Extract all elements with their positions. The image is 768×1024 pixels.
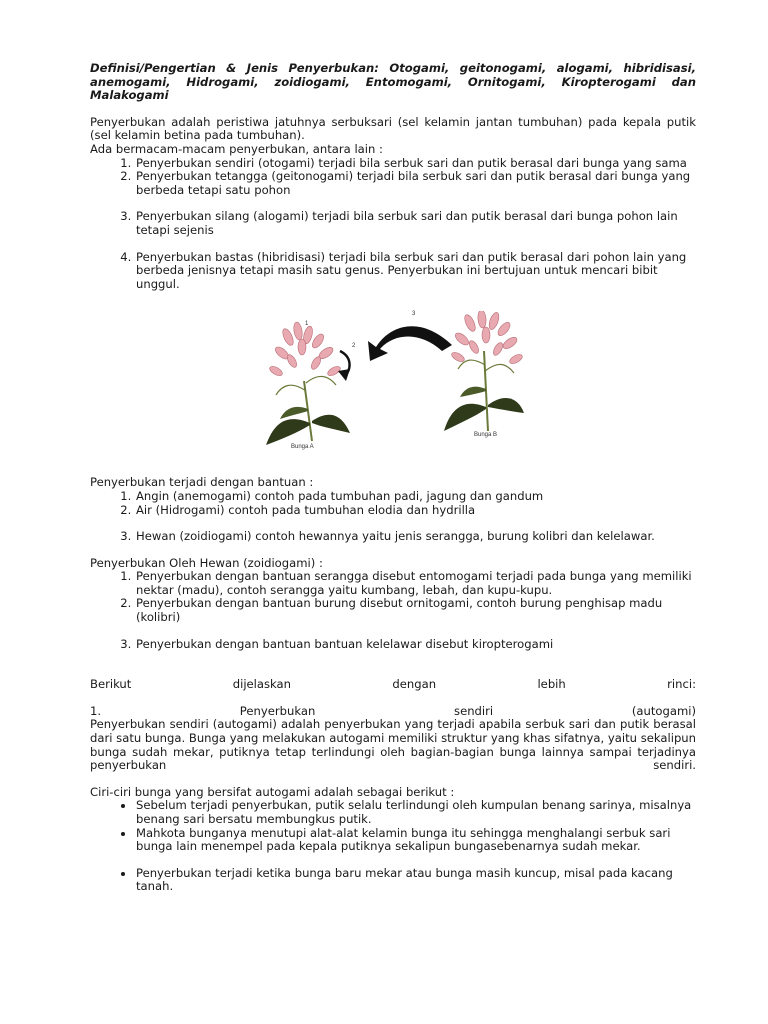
ciri-heading: Ciri-ciri bunga yang bersifat autogami adalah sebagai berikut :	[90, 784, 455, 799]
marker-3: 3	[412, 311, 416, 318]
document-title: Definisi/Pengertian & Jenis Penyerbukan: Otogami, geitonogami, alogami, hibridisasi, anemogami, Hidrogami, zoidiogami, Entomogami, Ornitogami, Kiropterogami dan Malakogami	[90, 61, 696, 103]
list-item: 2. Penyerbukan tetangga (geitonogami) terjadi bila serbuk sari dan putik berasal dari bunga yang berbeda tetapi satu pohon	[135, 170, 696, 197]
animals-heading: Penyerbukan Oleh Hewan (zoidiogami) :	[90, 555, 323, 570]
detail-number-heading: 1. Penyerbukan sendiri (autogami)	[90, 703, 696, 718]
intro-paragraph: Penyerbukan adalah peristiwa jatuhnya serbuksari (sel kelamin jantan tumbuhan) pada kepala putik (sel kelamin betina pada tumbuhan).	[90, 114, 696, 143]
detail-lead: Berikut dijelaskan dengan lebih rinci:	[90, 677, 696, 692]
marker-2: 2	[352, 343, 356, 350]
list-item: 1. Penyerbukan dengan bantuan serangga disebut entomogami terjadi pada bunga yang memiliki nektar (madu), contoh serangga yaitu kumbang, lebah, dan kupu-kupu.	[135, 570, 696, 597]
list-item: • Penyerbukan terjadi ketika bunga baru mekar atau bunga masih kuncup, misal pada kacang tanah.	[135, 867, 696, 894]
list-item: 2. Penyerbukan dengan bantuan burung disebut ornitogami, contoh burung penghisap madu (kolibri)	[135, 597, 696, 624]
plant-b	[444, 311, 524, 431]
list-item: 1. Penyerbukan sendiri (otogami) terjadi bila serbuk sari dan putik berasal dari bunga yang sama	[135, 157, 696, 171]
document-page	[90, 62, 696, 894]
list-item: 3. Hewan (zoidiogami) contoh hewannya yaitu jenis serangga, burung kolibri dan kelelawar.	[135, 530, 696, 544]
list-item: 1. Angin (anemogami) contoh pada tumbuhan padi, jagung dan gandum	[135, 490, 696, 504]
helpers-list	[90, 490, 696, 544]
animals-list	[90, 570, 696, 651]
flower-diagram	[90, 311, 696, 466]
list-item: • Sebelum terjadi penyerbukan, putik selalu terlindungi oleh kumpulan benang sarinya, misalnya benang sari bersatu membungkus putik.	[135, 799, 696, 826]
helpers-heading: Penyerbukan terjadi dengan bantuan :	[90, 475, 314, 490]
label-bunga-a: Bunga A	[291, 444, 314, 451]
detail-paragraph: Penyerbukan sendiri (autogami) adalah penyerbukan yang terjadi apabila serbuk sari dan putik berasal dari satu bunga. Bunga yang melakukan autogami memiliki struktur yang khas sifatnya, yaitu sekalipun bunga sudah mekar, putiknya tetap terlindungi oleh bagian-bagian bunga lainnya sampai terjadinya penyerbukan sendiri.	[90, 717, 696, 773]
list-item: 3. Penyerbukan dengan bantuan bantuan kelelawar disebut kiropterogami	[135, 638, 696, 652]
marker-1: 1	[305, 321, 309, 328]
list-item: 2. Air (Hidrogami) contoh pada tumbuhan elodia dan hydrilla	[135, 504, 696, 518]
plant-a	[266, 322, 350, 446]
list-item: 3. Penyerbukan silang (alogami) terjadi bila serbuk sari dan putik berasal dari bunga pohon lain tetapi sejenis	[135, 210, 696, 237]
pollination-types-list	[90, 157, 696, 292]
pollination-illustration	[90, 311, 696, 466]
ciri-list	[90, 799, 696, 894]
label-bunga-b: Bunga B	[474, 432, 498, 439]
list-item: • Mahkota bunganya menutupi alat-alat kelamin bunga itu sehingga menghalangi serbuk sari bunga lain menempel pada kepala putiknya sekalipun bungasebenarnya sudah mekar.	[135, 827, 696, 854]
intro-list-lead: Ada bermacam-macam penyerbukan, antara lain :	[90, 141, 383, 156]
list-item: 4. Penyerbukan bastas (hibridisasi) terjadi bila serbuk sari dan putik berasal dari pohon lain yang berbeda jenisnya tetapi masih satu genus. Penyerbukan ini bertujuan untuk mencari bibit unggul.	[135, 251, 696, 292]
cross-pollination-arrow	[368, 327, 452, 362]
